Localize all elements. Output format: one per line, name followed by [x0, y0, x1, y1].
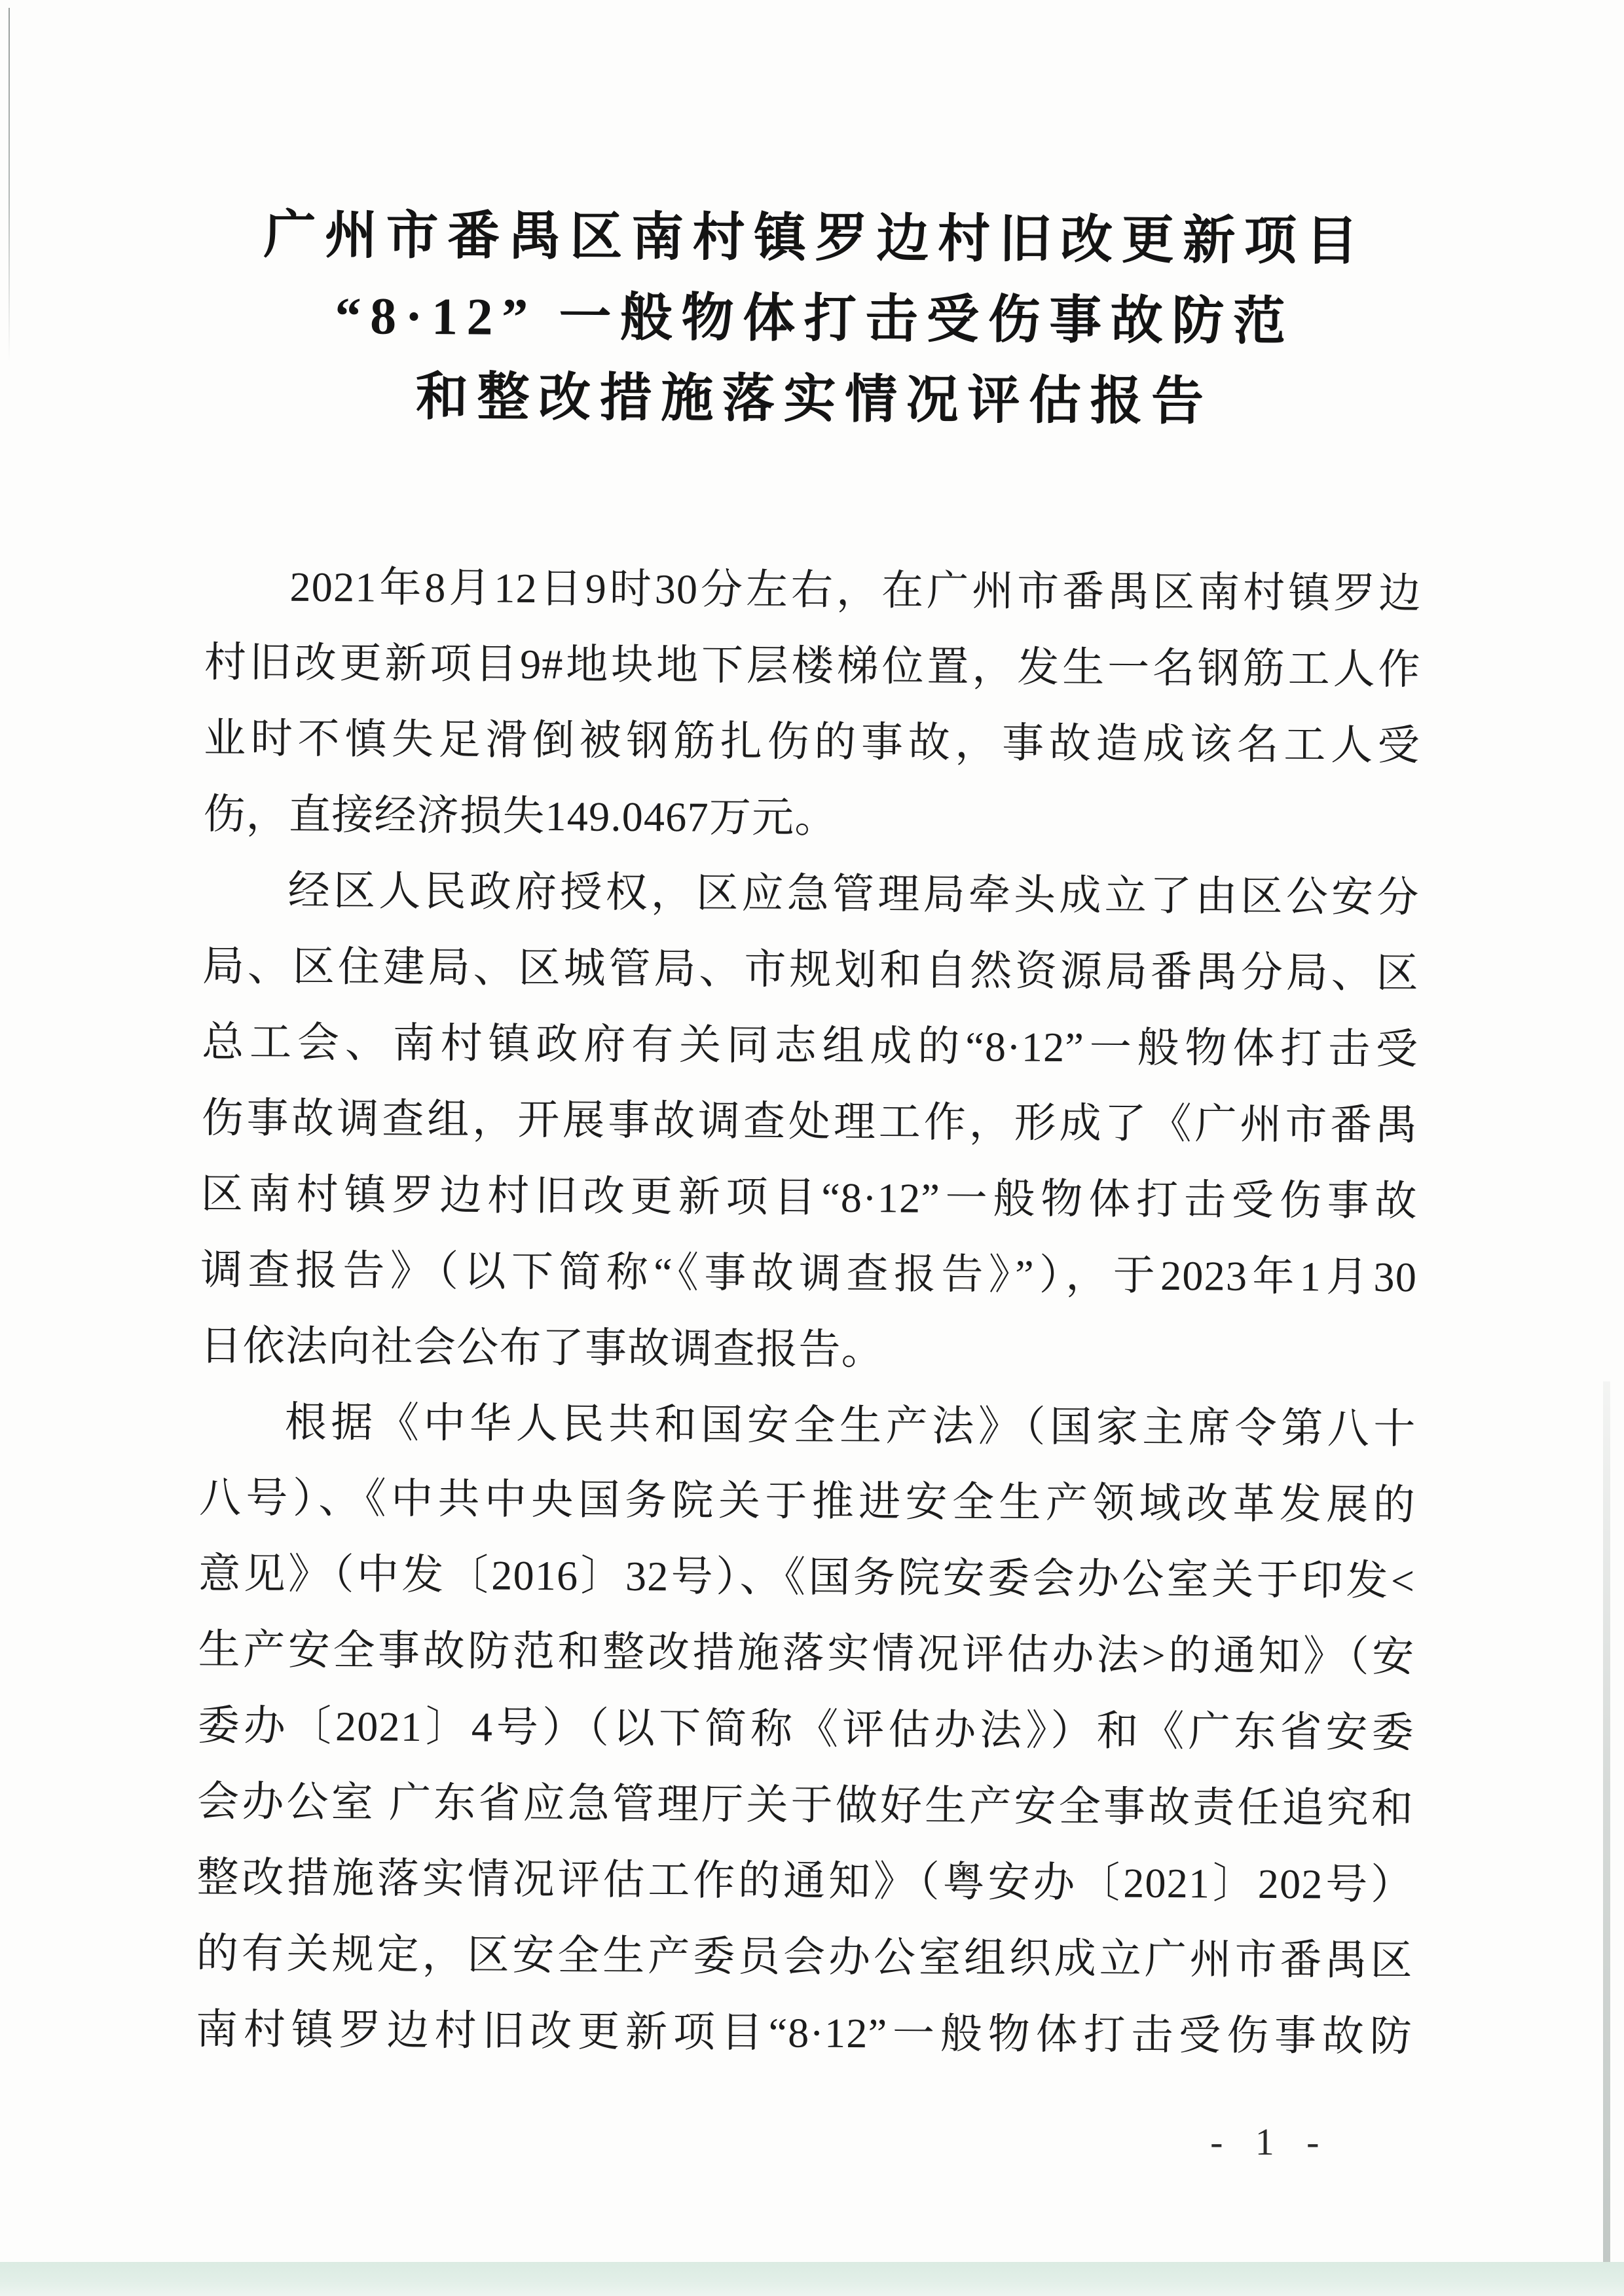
document-body	[196, 549, 1422, 2075]
document-title	[206, 195, 1424, 444]
body-line: 总工会、南村镇政府有关同志组成的“8·12”一般物体打击受	[202, 1018, 1419, 1073]
body-line: 经区人民政府授权，区应急管理局牵头成立了由区公安分	[287, 867, 1420, 921]
page-number: - 1 -	[1210, 2121, 1331, 2163]
body-line: 2021年8月12日9时30分左右，在广州市番禺区南村镇罗边	[289, 563, 1422, 617]
body-line: 整改措施落实情况评估工作的通知》（粤安办〔2021〕202号）	[196, 1853, 1414, 1908]
body-line: 委办〔2021〕4号）（以下简称《评估办法》）和《广东省安委	[197, 1702, 1415, 1757]
body-line: 八号）、《中共中央国务院关于推进安全生产领域改革发展的	[198, 1474, 1416, 1529]
body-line: 区南村镇罗边村旧改更新项目“8·12”一般物体打击受伤事故	[200, 1170, 1418, 1225]
body-line: 南村镇罗边村旧改更新项目“8·12”一般物体打击受伤事故防	[195, 2005, 1413, 2060]
body-line: 调查报告》（以下简称“《事故调查报告》”），于2023年1月30	[200, 1246, 1418, 1301]
body-line: 业时不慎失足滑倒被钢筋扎伤的事故，事故造成该名工人受	[203, 714, 1421, 769]
title-line-2: “8·12” 一般物体打击受伤事故防范	[335, 287, 1295, 352]
body-line: 局、区住建局、区城管局、市规划和自然资源局番禺分局、区	[202, 942, 1420, 997]
scan-artifact-right-strip	[1603, 1381, 1610, 2275]
body-line: 伤，直接经济损失149.0467万元。	[203, 790, 838, 841]
body-line: 的有关规定，区安全生产委员会办公室组织成立广州市番禺区	[196, 1929, 1413, 1984]
scan-artifact-left-line	[9, 8, 10, 361]
document-content	[194, 0, 1425, 2296]
body-line: 日依法向社会公布了事故调查报告。	[200, 1322, 885, 1374]
body-line: 会办公室 广东省应急管理厅关于做好生产安全事故责任追究和	[196, 1777, 1414, 1832]
body-line: 根据《中华人民共和国安全生产法》（国家主席令第八十	[284, 1398, 1416, 1453]
body-line: 生产安全事故防范和整改措施落实情况评估办法>的通知》（安	[198, 1626, 1415, 1681]
body-line: 伤事故调查组，开展事故调查处理工作，形成了《广州市番禺	[201, 1094, 1418, 1149]
title-line-3: 和整改措施落实情况评估报告	[415, 368, 1213, 431]
body-line: 村旧改更新项目9#地块地下层楼梯位置，发生一名钢筋工人作	[204, 638, 1422, 693]
title-line-1: 广州市番禺区南村镇罗边村旧改更新项目	[263, 206, 1367, 271]
body-line: 意见》（中发〔2016〕32号）、《国务院安委会办公室关于印发<	[198, 1550, 1416, 1605]
